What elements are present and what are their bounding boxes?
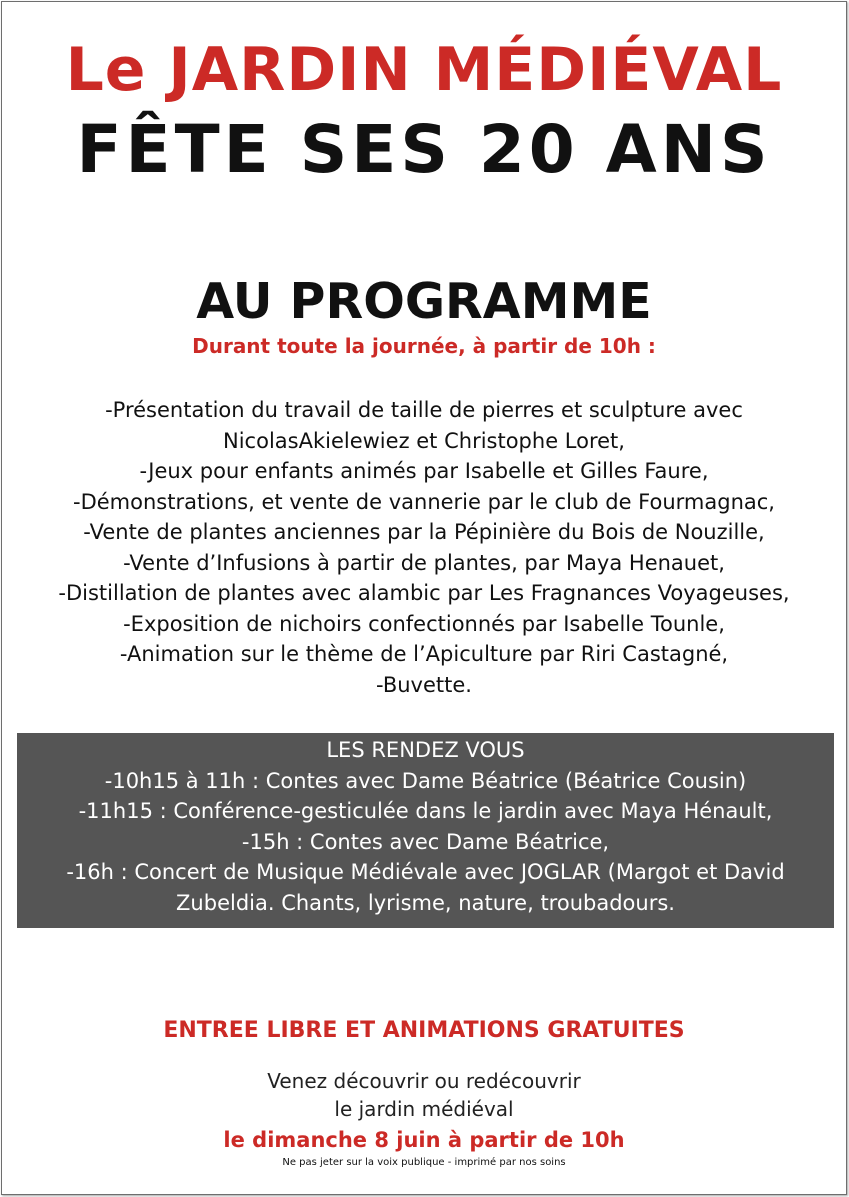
rendez-vous-list <box>17 766 834 919</box>
programme-item: -Présentation du travail de taille de pierres et sculpture avec <box>105 398 743 422</box>
programme-item: -Vente d’Infusions à partir de plantes, par Maya Henauet, <box>123 550 725 575</box>
programme-item: -Exposition de nichoirs confectionnés par Isabelle Tounle, <box>123 611 725 636</box>
rendez-vous-item: -10h15 à 11h : Contes avec Dame Béatrice (Béatrice Cousin) <box>104 768 747 793</box>
programme-item: -Démonstrations, et vente de vannerie par le club de Fourmagnac, <box>73 489 775 514</box>
invitation-line-2: le jardin médiéval <box>334 1097 514 1121</box>
programme-heading: AU PROGRAMME <box>196 273 652 330</box>
rendez-vous-heading: LES RENDEZ VOUS <box>326 738 525 762</box>
rendez-vous-item: -15h : Contes avec Dame Béatrice, <box>241 829 610 854</box>
rendez-vous-item: -16h : Concert de Musique Médiévale avec JOGLAR (Margot et David <box>66 860 785 884</box>
programme-item: NicolasAkielewiez et Christophe Loret, <box>223 428 625 453</box>
programme-subtitle: Durant toute la journée, à partir de 10h : <box>192 334 656 358</box>
rendez-vous-box <box>17 733 834 928</box>
rendez-vous-item: -11h15 : Conférence-gesticulée dans le jardin avec Maya Hénault, <box>78 799 773 823</box>
event-date: le dimanche 8 juin à partir de 10h <box>223 1128 625 1152</box>
invitation-line-1: Venez découvrir ou redécouvrir <box>267 1069 581 1093</box>
invitation-text <box>2 1067 846 1123</box>
rendez-vous-item: Zubeldia. Chants, lyrisme, nature, troubadours. <box>176 890 675 915</box>
programme-list <box>2 395 846 700</box>
programme-item: -Jeux pour enfants animés par Isabelle et Gilles Faure, <box>139 459 709 483</box>
title-line-2: FÊTE SES 20 ANS <box>76 111 772 188</box>
free-entry-banner: ENTREE LIBRE ET ANIMATIONS GRATUITES <box>163 1018 685 1043</box>
footnote: Ne pas jeter sur la voix publique - imprimé par nos soins <box>282 1157 566 1168</box>
programme-item: -Distillation de plantes avec alambic par Les Fragnances Voyageuses, <box>58 581 790 605</box>
programme-item: -Vente de plantes anciennes par la Pépinière du Bois de Nouzille, <box>83 520 765 544</box>
programme-item: -Buvette. <box>376 672 472 697</box>
flyer-page <box>1 1 847 1195</box>
title-line-1: Le JARDIN MÉDIÉVAL <box>65 35 783 105</box>
programme-item: -Animation sur le thème de l’Apiculture par Riri Castagné, <box>119 642 729 666</box>
